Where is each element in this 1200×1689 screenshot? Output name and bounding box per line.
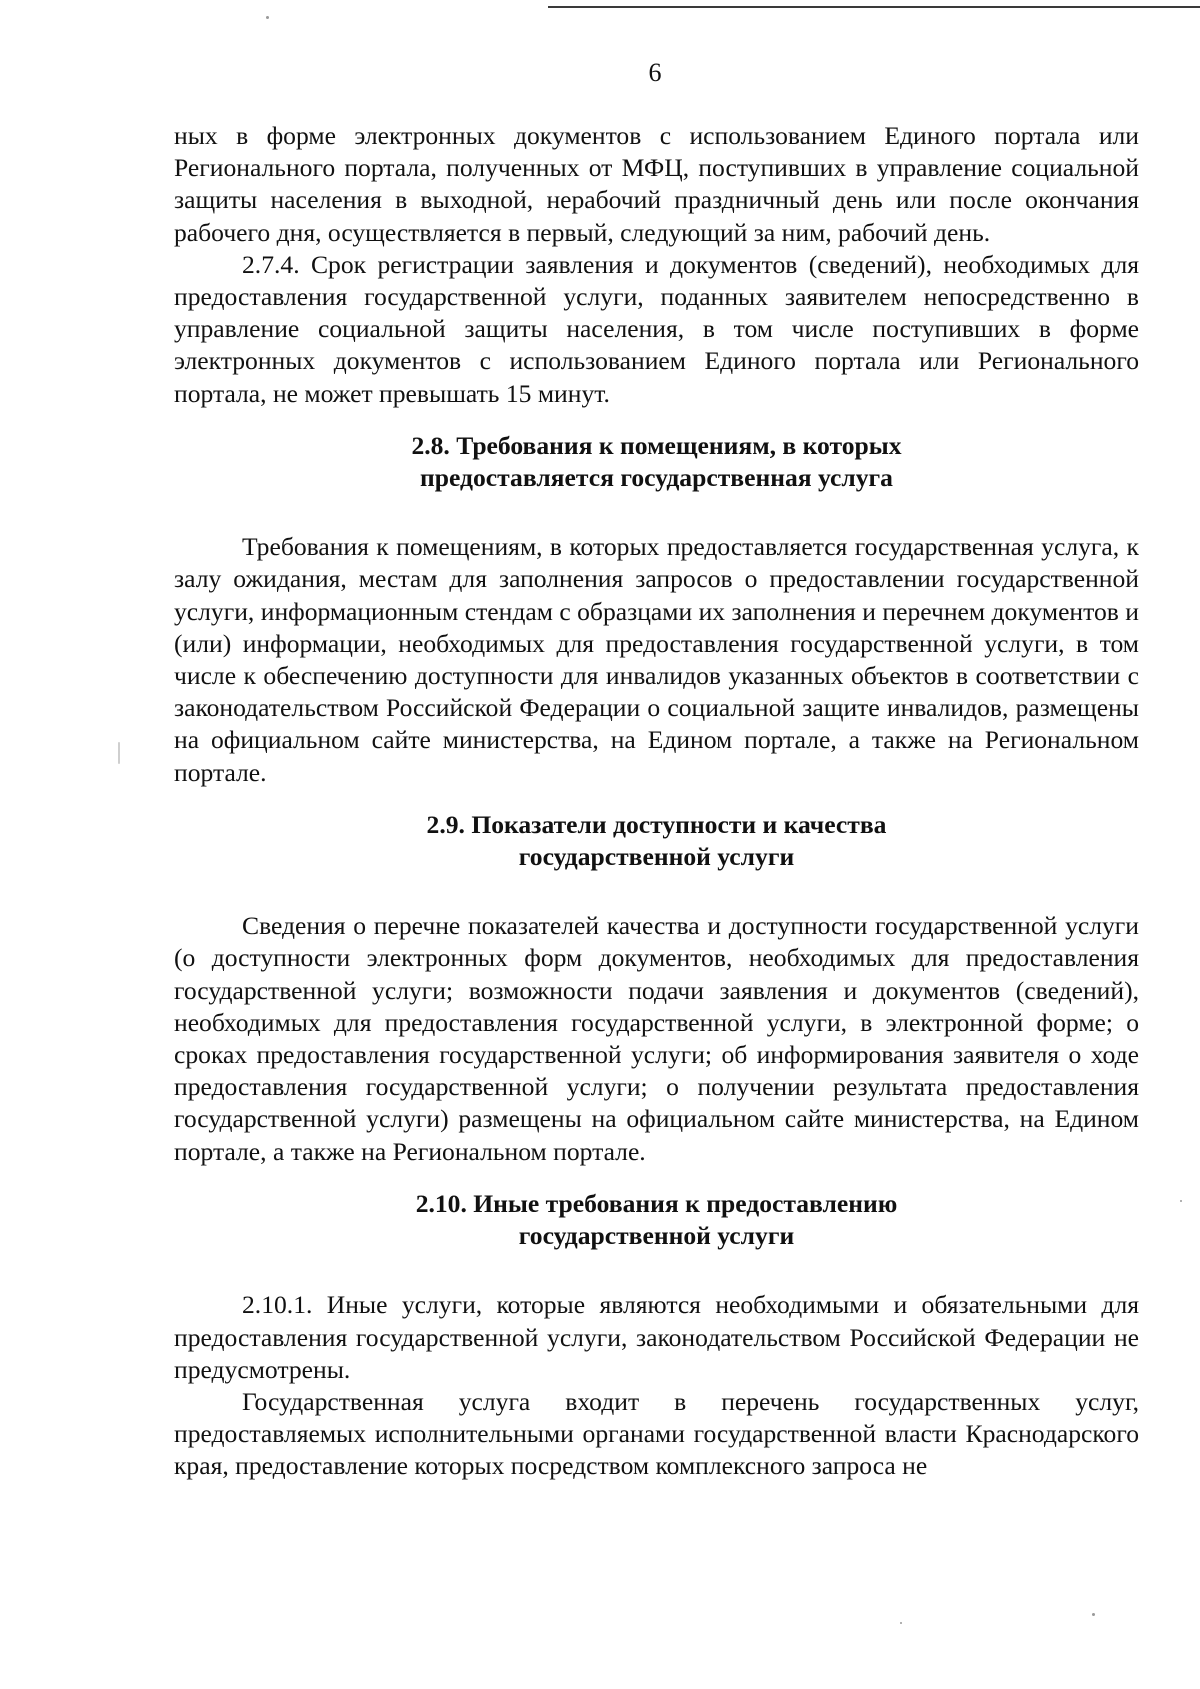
section-heading-2-8-line1: 2.8. Требования к помещениям, в которых [411, 430, 902, 460]
scan-speck [1092, 1613, 1095, 1616]
paragraph-2-7-4: 2.7.4. Срок регистрации заявления и документов (сведений), необходимых для предоставления государственной услуги, поданных заявителем непосредственно в управление социальной защиты населения, в том числе поступивших в форме электронных документов с использованием Единого портала или Регионального портала, не может превышать 15 минут. [174, 249, 1139, 408]
section-heading-2-9-line2: государственной услуги [518, 842, 795, 872]
top-edge-line [548, 6, 1200, 8]
section-heading-2-10-line2: государственной услуги [518, 1221, 795, 1251]
paragraph-2-9-body: Сведения о перечне показателей качества и доступности государственной услуги (о доступности электронных форм документов, необходимых для предоставления государственной услуги; возможности подачи заявления и документов (сведений), необходимых для предоставления государственной услуги, в электронной форме; о сроках предоставления государственной услуги; об информирования заявителя о ходе предоставления государственной услуги; о получении результата предоставления государственной услуги) размещены на официальном сайте министерства, на Едином портале, а также на Региональном портале. [174, 911, 1139, 1166]
section-heading-2-9-line1: 2.9. Показатели доступности и качества [426, 809, 887, 839]
paragraph-2-10-1: 2.10.1. Иные услуги, которые являются необходимыми и обязательными для предоставления государственной услуги, законодательством Российской Федерации не предусмотрены. [174, 1290, 1139, 1384]
scan-speck [266, 16, 269, 19]
section-heading-2-9 [174, 809, 1139, 873]
section-heading-2-10 [174, 1188, 1139, 1252]
section-heading-2-8 [174, 430, 1139, 494]
paragraph-continuation: ных в форме электронных документов с использованием Единого портала или Регионального портала, полученных от МФЦ, поступивших в управление социальной защиты населения в выходной, нерабочий праздничный день или после окончания рабочего дня, осуществляется в первый, следующий за ним, рабочий день. [174, 121, 1139, 247]
section-heading-2-8-line2: предоставляется государственная услуга [420, 463, 893, 493]
paragraph-2-10-continued: Государственная услуга входит в перечень государственных услуг, предоставляемых исполнительными органами государственной власти Краснодарского края, предоставление которых посредством комплексного запроса не [174, 1386, 1139, 1481]
document-body [174, 120, 1139, 1483]
scan-speck [1180, 1200, 1182, 1202]
section-heading-2-10-line1: 2.10. Иные требования к предоставлению [415, 1188, 898, 1218]
scan-speck [118, 742, 120, 764]
scan-speck [900, 1622, 902, 1624]
page-number: 6 [648, 58, 662, 87]
paragraph-2-8-body: Требования к помещениям, в которых предоставляется государственная услуга, к залу ожидания, местам для заполнения запросов о предоставлении государственной услуги, информационным стендам с образцами их заполнения и перечнем документов и (или) информации, необходимых для предоставления государственной услуги, в том числе к обеспечению доступности для инвалидов указанных объектов в соответствии с законодательством Российской Федерации о социальной защите инвалидов, размещены на официальном сайте министерства, на Едином портале, а также на Региональном портале. [174, 532, 1139, 787]
